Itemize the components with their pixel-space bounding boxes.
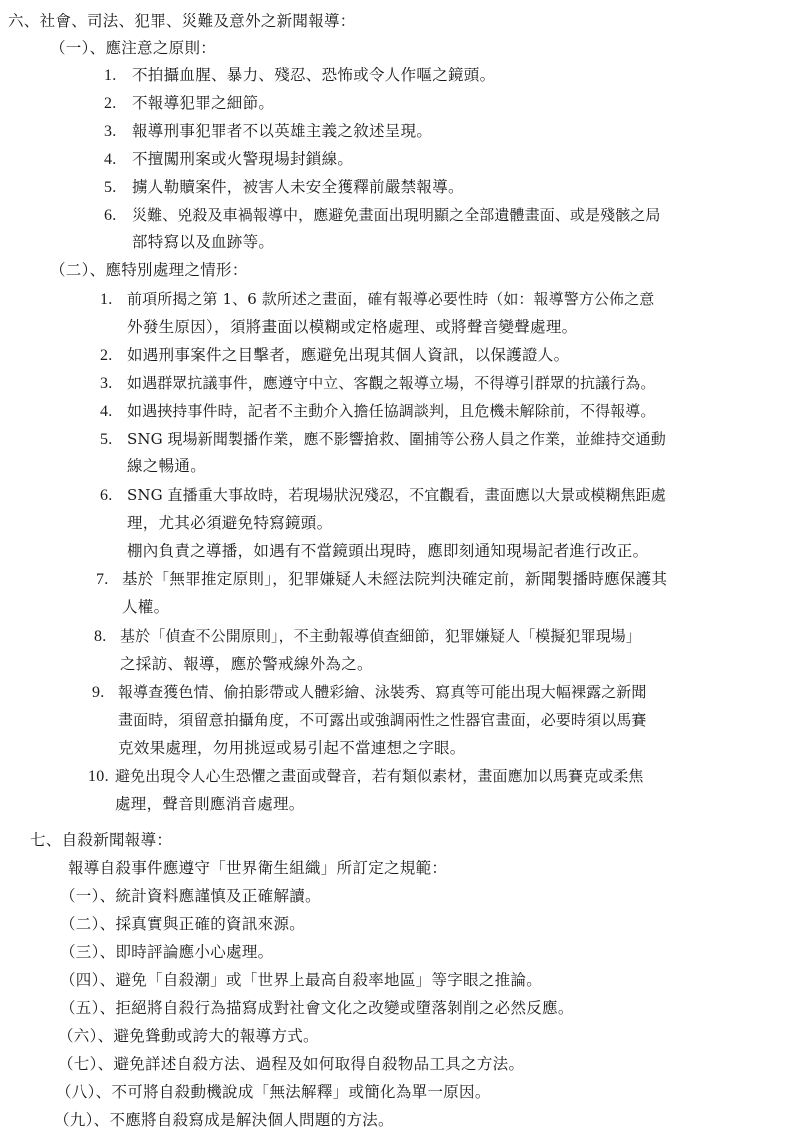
item-text: 不報導犯罪之細節。 xyxy=(132,94,275,112)
item-text: 基於「偵查不公開原則」，不主動報導偵查細節，犯罪嫌疑人「模擬犯罪現場」 xyxy=(120,627,642,645)
section7-intro: 報導自殺事件應遵守「世界衛生組織」所訂定之規範： xyxy=(68,859,448,877)
list-item: （四）、避免「自殺潮」或「世界上最高自殺率地區」等字眼之推論。 xyxy=(60,971,543,989)
item-text: 擄人勒贖案件，被害人未安全獲釋前嚴禁報導。 xyxy=(132,178,464,196)
item-text: 不拍攝血腥、暴力、殘忍、恐怖或令人作嘔之鏡頭。 xyxy=(132,66,496,84)
item-text: 如遇群眾抗議事件，應遵守中立、客觀之報導立場，不得導引群眾的抗議行為。 xyxy=(127,374,656,392)
item-number: 1. xyxy=(100,291,113,308)
section6-sub2-heading: （二）、應特別處理之情形： xyxy=(50,261,248,279)
item-number: 6. xyxy=(104,207,117,224)
item-number: 6. xyxy=(100,487,113,504)
item-number: 3. xyxy=(104,123,117,140)
item-text-continued: 部特寫以及血跡等。 xyxy=(132,233,275,251)
item-text: SNG 現場新聞製播作業，應不影響搶救、圍捕等公務人員之作業，並維持交通動 xyxy=(127,430,666,448)
item-text-continued: 克效果處理，勿用挑逗或易引起不當連想之字眼。 xyxy=(118,739,466,757)
item-number: 2. xyxy=(100,347,113,364)
item-number: 5. xyxy=(100,431,113,448)
list-item: （七）、避免詳述自殺方法、過程及如何取得自殺物品工具之方法。 xyxy=(58,1055,525,1073)
item-text: 不擅闖刑案或火警現場封鎖線。 xyxy=(132,150,354,168)
item-number: 5. xyxy=(104,179,117,196)
item-number: 4. xyxy=(104,151,117,168)
section6-heading: 六、社會、司法、犯罪、災難及意外之新聞報導： xyxy=(8,12,356,30)
item-number: 7. xyxy=(96,571,109,588)
item-text-note: 棚內負責之導播，如遇有不當鏡頭出現時，應即刻通知現場記者進行改正。 xyxy=(127,542,649,560)
item-number: 9. xyxy=(92,684,105,701)
list-item: （五）、拒絕將自殺行為描寫成對社會文化之改變或墮落剝削之必然反應。 xyxy=(60,999,574,1017)
list-item: （六）、避免聳動或誇大的報導方式。 xyxy=(58,1027,319,1045)
item-text: 報導刑事犯罪者不以英雄主義之敘述呈現。 xyxy=(132,122,433,140)
section7-heading: 七、自殺新聞報導： xyxy=(30,831,173,849)
item-text: 避免出現令人心生恐懼之畫面或聲音，若有類似素材，畫面應加以馬賽克或柔焦 xyxy=(115,767,644,785)
item-text: 災難、兇殺及車禍報導中，應避免畫面出現明顯之全部遺體畫面、或是殘骸之局 xyxy=(132,206,661,224)
item-text: 如遇挾持事件時，記者不主動介入擔任協調談判，且危機未解除前，不得報導。 xyxy=(127,402,656,420)
item-text: 前項所揭之第 1、6 款所述之畫面，確有報導必要性時（如：報導警方公佈之意 xyxy=(127,290,655,308)
item-text-continued: 線之暢通。 xyxy=(127,457,207,475)
item-text: 如遇刑事案件之目擊者，應避免出現其個人資訊，以保護證人。 xyxy=(127,346,570,364)
list-item: （八）、不可將自殺動機說成「無法解釋」或簡化為單一原因。 xyxy=(56,1083,491,1101)
list-item: （三）、即時評論應小心處理。 xyxy=(60,943,274,961)
item-number: 3. xyxy=(100,375,113,392)
item-text-continued: 人權。 xyxy=(122,598,170,616)
item-number: 2. xyxy=(104,95,117,112)
item-text: 報導查獲色情、偷拍影帶或人體彩繪、泳裝秀、寫真等可能出現大幅裸露之新聞 xyxy=(118,683,647,701)
item-text: SNG 直播重大事故時，若現場狀況殘忍，不宜觀看，畫面應以大景或模糊焦距處 xyxy=(127,486,666,504)
item-text-continued: 畫面時，須留意拍攝角度，不可露出或強調兩性之性器官畫面，必要時須以馬賽 xyxy=(118,711,647,729)
list-item: （九）、不應將自殺寫成是解決個人問題的方法。 xyxy=(54,1111,394,1129)
item-text: 基於「無罪推定原則」，犯罪嫌疑人未經法院判決確定前，新聞製播時應保護其 xyxy=(122,570,668,588)
item-text-continued: 外發生原因），須將畫面以模糊或定格處理、或將聲音變聲處理。 xyxy=(127,318,578,336)
item-number: 4. xyxy=(100,403,113,420)
item-text-continued: 處理，聲音則應消音處理。 xyxy=(115,795,305,813)
item-number: 8. xyxy=(94,628,107,645)
item-text-continued: 之採訪、報導，應於警戒線外為之。 xyxy=(120,655,373,673)
item-number: 10. xyxy=(88,768,109,785)
item-number: 1. xyxy=(104,67,117,84)
list-item: （一）、統計資料應謹慎及正確解讀。 xyxy=(60,887,321,905)
section6-sub1-heading: （一）、應注意之原則： xyxy=(50,39,217,57)
list-item: （二）、採真實與正確的資訊來源。 xyxy=(60,915,306,933)
item-text-continued: 理，尤其必須避免特寫鏡頭。 xyxy=(127,514,333,532)
